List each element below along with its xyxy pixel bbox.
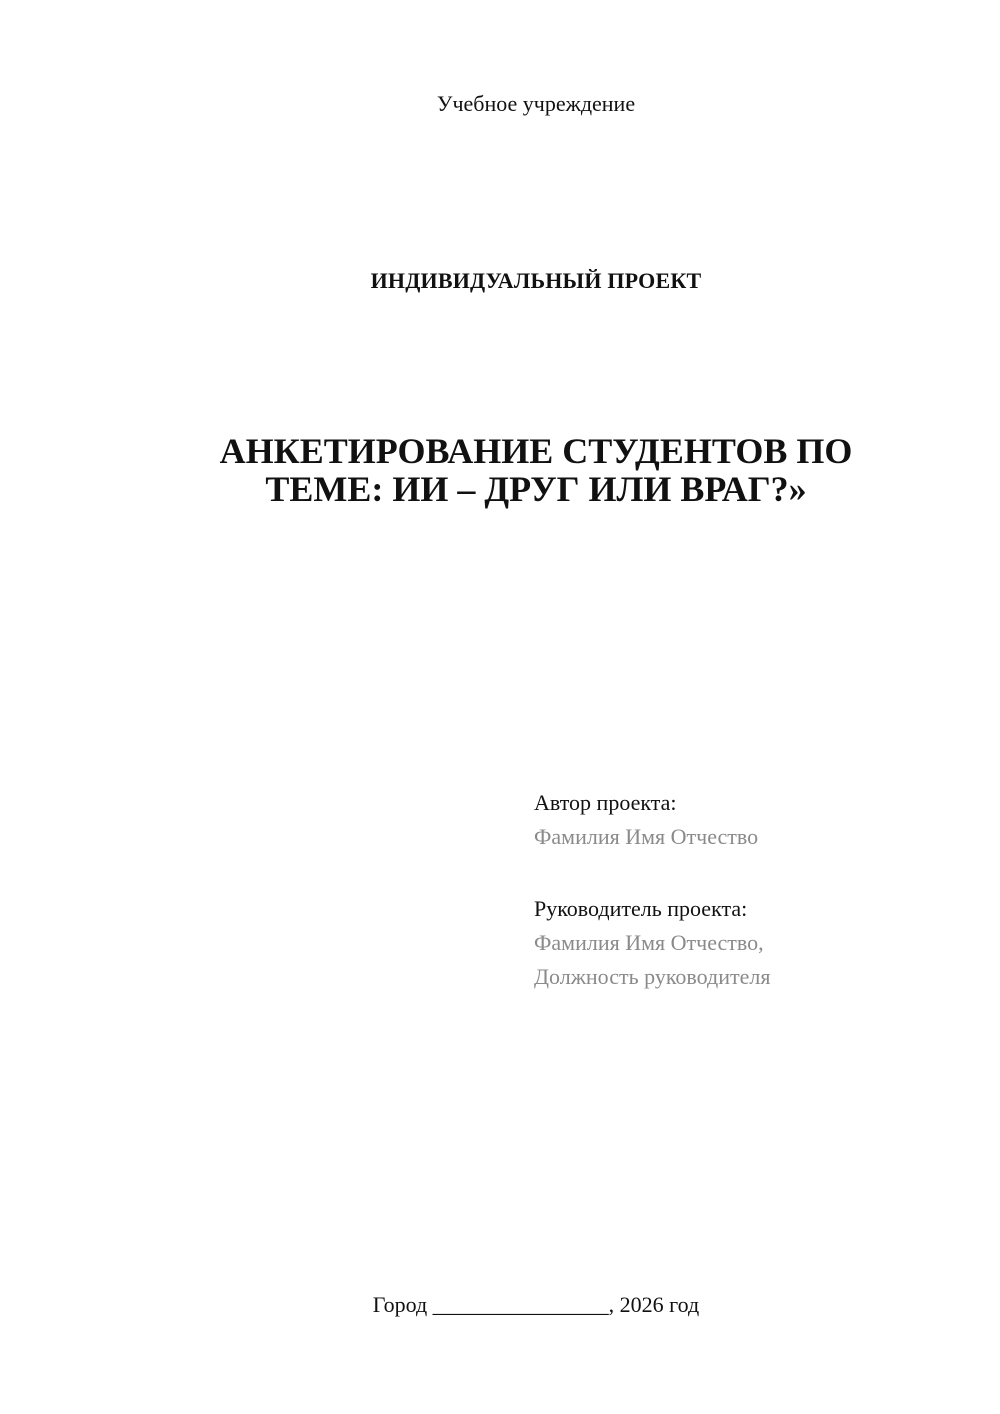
author-block [534,786,758,854]
author-name: Фамилия Имя Отчество [534,824,759,849]
supervisor-name: Фамилия Имя Отчество, [534,930,764,955]
city-year-line: Город ________________, 2026 год [372,1292,700,1317]
supervisor-position: Должность руководителя [534,964,771,989]
document-type: ИНДИВИДУАЛЬНЫЙ ПРОЕКТ [370,268,702,293]
institution-name: Учебное учреждение [436,91,636,116]
supervisor-label: Руководитель проекта: [534,896,748,921]
author-label: Автор проекта: [534,790,677,815]
project-title-line-1: АНКЕТИРОВАНИЕ СТУДЕНТОВ ПО [219,431,853,471]
supervisor-block [534,892,770,994]
project-title [150,432,922,508]
project-title-line-2: ТЕМЕ: ИИ – ДРУГ ИЛИ ВРАГ?» [265,469,807,509]
